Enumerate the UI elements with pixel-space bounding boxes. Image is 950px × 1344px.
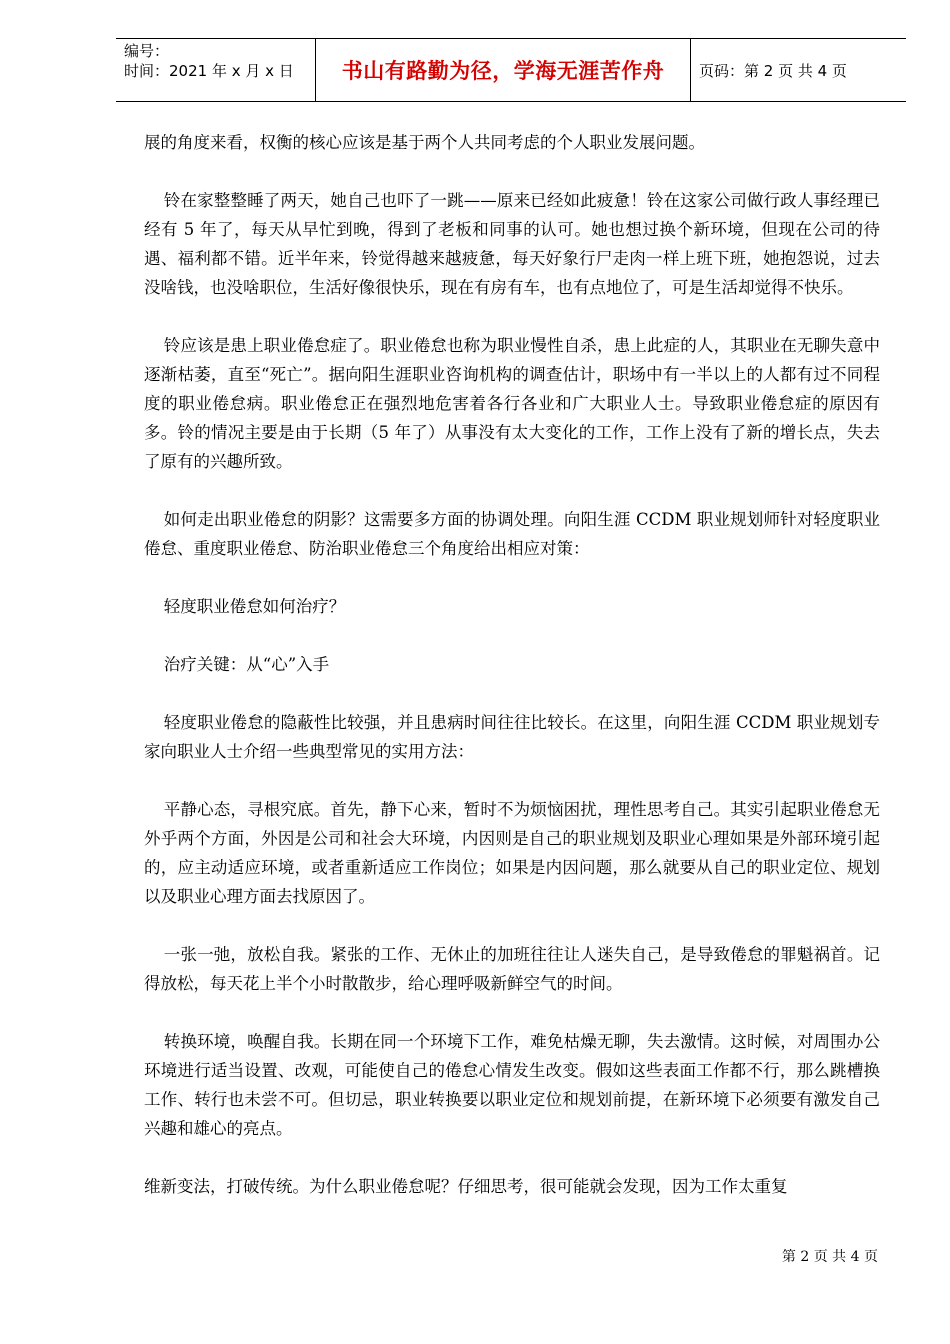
- paragraph: 如何走出职业倦怠的阴影？这需要多方面的协调处理。向阳生涯 CCDM 职业规划师针对轻度职业倦怠、重度职业倦怠、防治职业倦怠三个角度给出相应对策：: [144, 510, 880, 558]
- header-meta: [116, 39, 316, 101]
- paragraph: 展的角度来看，权衡的核心应该是基于两个人共同考虑的个人职业发展问题。: [144, 133, 705, 152]
- header-page-info: 页码：第 2 页 共 4 页: [699, 61, 847, 80]
- header-motto: 书山有路勤为径，学海无涯苦作舟: [316, 39, 691, 101]
- page-footer: 第 2 页 共 4 页: [781, 1249, 878, 1265]
- paragraph: 平静心态，寻根究底。首先，静下心来，暂时不为烦恼困扰，理性思考自己。其实引起职业倦怠无外乎两个方面，外因是公司和社会大环境，内因则是自己的职业规划及职业心理如果是外部环境引起的，应主动适应环境，或者重新适应工作岗位；如果是内因问题，那么就要从自己的职业定位、规划以及职业心理方面去找原因了。: [144, 800, 880, 906]
- paragraph: 轻度职业倦怠的隐蔽性比较强，并且患病时间往往比较长。在这里，向阳生涯 CCDM 职业规划专家向职业人士介绍一些典型常见的实用方法：: [144, 713, 880, 761]
- paragraph: 转换环境，唤醒自我。长期在同一个环境下工作，难免枯燥无聊，失去激情。这时候，对周围办公环境进行适当设置、改观，可能使自己的倦怠心情发生改变。假如这些表面工作都不行，那么跳槽换工作、转行也未尝不可。但切忌，职业转换要以职业定位和规划前提，在新环境下必须要有激发自己兴趣和雄心的亮点。: [144, 1032, 880, 1138]
- header-number-label: 编号：: [124, 42, 170, 60]
- paragraph: 铃应该是患上职业倦怠症了。职业倦怠也称为职业慢性自杀，患上此症的人，其职业在无聊失意中逐渐枯萎，直至“死亡”。据向阳生涯职业咨询机构的调查估计，职场中有一半以上的人都有过不同程度的职业倦怠病。职业倦怠正在强烈地危害着各行各业和广大职业人士。导致职业倦怠症的原因有多。铃的情况主要是由于长期（5 年了）从事没有太大变化的工作，工作上没有了新的增长点，失去了原有的兴趣所致。: [144, 336, 880, 471]
- paragraph: 维新变法，打破传统。为什么职业倦怠呢？仔细思考，很可能就会发现，因为工作太重复: [144, 1177, 788, 1196]
- page-header: [116, 38, 906, 102]
- paragraph: 治疗关键：从“心”入手: [163, 655, 330, 674]
- paragraph: 铃在家整整睡了两天，她自己也吓了一跳——原来已经如此疲惫！铃在这家公司做行政人事经理已经有 5 年了，每天从早忙到晚，得到了老板和同事的认可。她也想过换个新环境，但现在公司的待遇、福利都不错。近半年来，铃觉得越来越疲惫，每天好象行尸走肉一样上班下班，她抱怨说，过去没啥钱，也没啥职位，生活好像很快乐，现在有房有车，也有点地位了，可是生活却觉得不快乐。: [144, 191, 880, 297]
- header-time-label: 时间：2021 年 x 月 x 日: [124, 62, 294, 80]
- paragraph: 一张一弛，放松自我。紧张的工作、无休止的加班往往让人迷失自己，是导致倦怠的罪魁祸首。记得放松，每天花上半个小时散散步，给心理呼吸新鲜空气的时间。: [144, 945, 880, 993]
- document-body: [144, 128, 880, 1230]
- paragraph: 轻度职业倦怠如何治疗？: [163, 597, 346, 616]
